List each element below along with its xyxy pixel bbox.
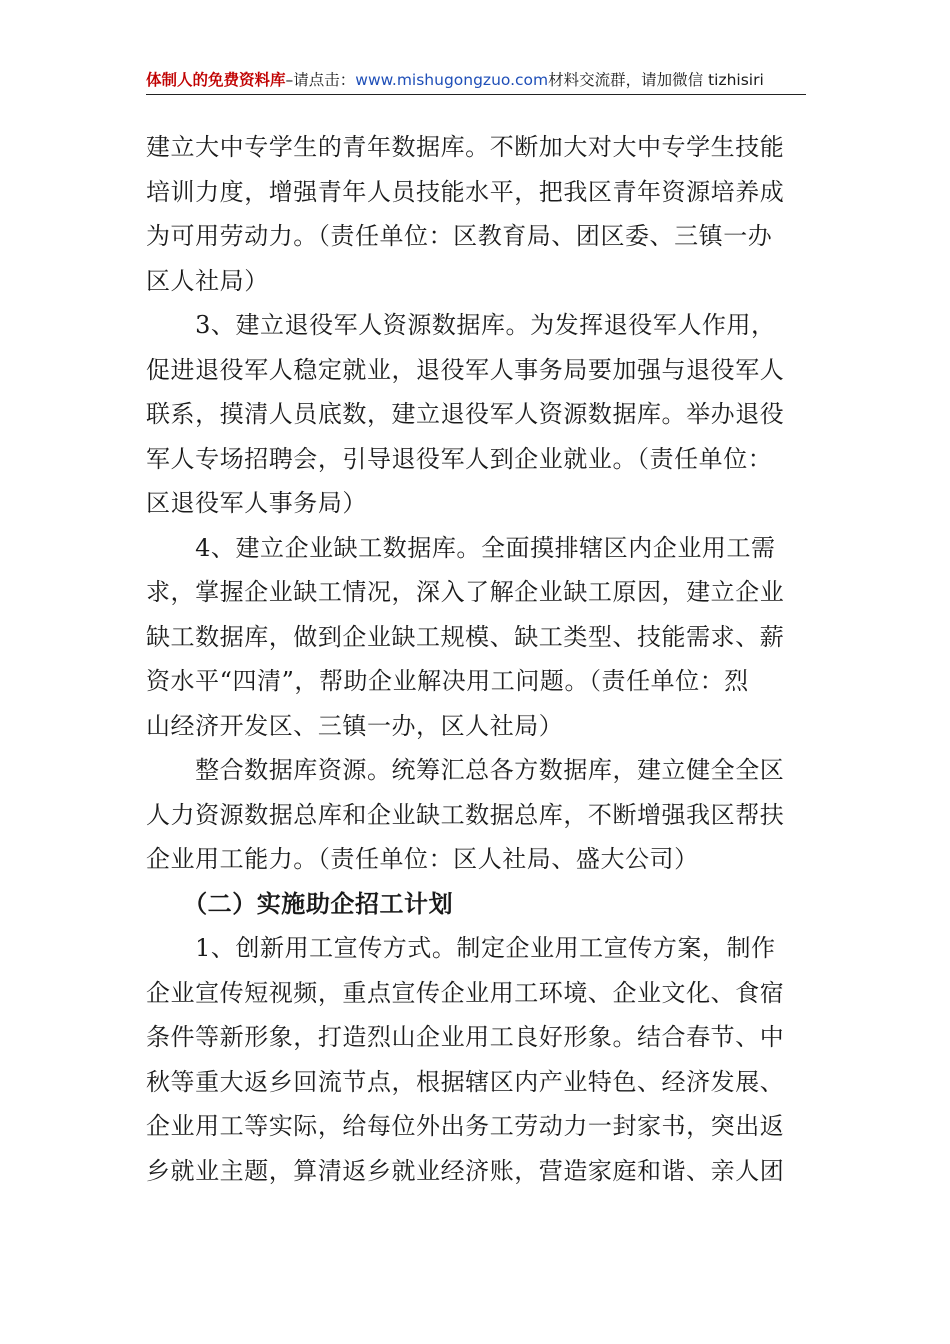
section-heading: （二）实施助企招工计划: [146, 888, 454, 918]
body-line: 缺工数据库，做到企业缺工规模、缺工类型、技能需求、薪: [146, 622, 785, 651]
body-line: 军人专场招聘会，引导退役军人到企业就业。（责任单位：: [146, 444, 773, 473]
body-line: 资水平“四清”，帮助企业解决用工问题。（责任单位：烈: [146, 667, 749, 695]
body-line: 为可用劳动力。（责任单位：区教育局、团区委、三镇一办: [146, 222, 773, 250]
body-line: 人力资源数据总库和企业缺工数据总库，不断增强我区帮扶: [146, 800, 785, 829]
body-line: 条件等新形象，打造烈山企业用工良好形象。结合春节、中: [146, 1023, 785, 1051]
body-line: 整合数据库资源。统筹汇总各方数据库，建立健全全区: [146, 756, 785, 784]
body-line: 企业宣传短视频，重点宣传企业用工环境、企业文化、食宿: [146, 978, 785, 1007]
body-line: 企业用工能力。（责任单位：区人社局、盛大公司）: [146, 845, 699, 873]
body-line: 区人社局）: [146, 266, 269, 295]
body-line: 1、创新用工宣传方式。制定企业用工宣传方案，制作: [146, 934, 776, 962]
body-line: 山经济开发区、三镇一办，区人社局）: [146, 711, 564, 740]
body-line: 促进退役军人稳定就业，退役军人事务局要加强与退役军人: [146, 355, 785, 384]
page-header: [146, 68, 806, 95]
header-link[interactable]: www.mishugongzuo.com: [355, 71, 549, 89]
body-line: 秋等重大返乡回流节点，根据辖区内产业特色、经济发展、: [146, 1067, 785, 1096]
body-line: 4、建立企业缺工数据库。全面摸排辖区内企业用工需: [146, 533, 776, 562]
body-line: 企业用工等实际，给每位外出务工劳动力一封家书，突出返: [146, 1112, 785, 1140]
body-line: 培训力度，增强青年人员技能水平，把我区青年资源培养成: [146, 177, 785, 206]
body-line: 区退役军人事务局）: [146, 489, 367, 517]
body-line: 联系，摸清人员底数，建立退役军人资源数据库。举办退役: [146, 400, 785, 428]
body-line: 求，掌握企业缺工情况，深入了解企业缺工原因，建立企业: [146, 578, 785, 606]
body-line: 建立大中专学生的青年数据库。不断加大对大中专学生技能: [146, 133, 785, 161]
body-line: 3、建立退役军人资源数据库。为发挥退役军人作用，: [146, 311, 776, 339]
header-tail: 材料交流群，请加微信 tizhisiri: [548, 71, 764, 89]
header-prompt: –请点击：: [285, 71, 356, 89]
document-body: [146, 125, 810, 1193]
header-brand: 体制人的免费资料库: [146, 71, 286, 89]
body-line: 乡就业主题，算清返乡就业经济账，营造家庭和谐、亲人团: [146, 1156, 785, 1185]
